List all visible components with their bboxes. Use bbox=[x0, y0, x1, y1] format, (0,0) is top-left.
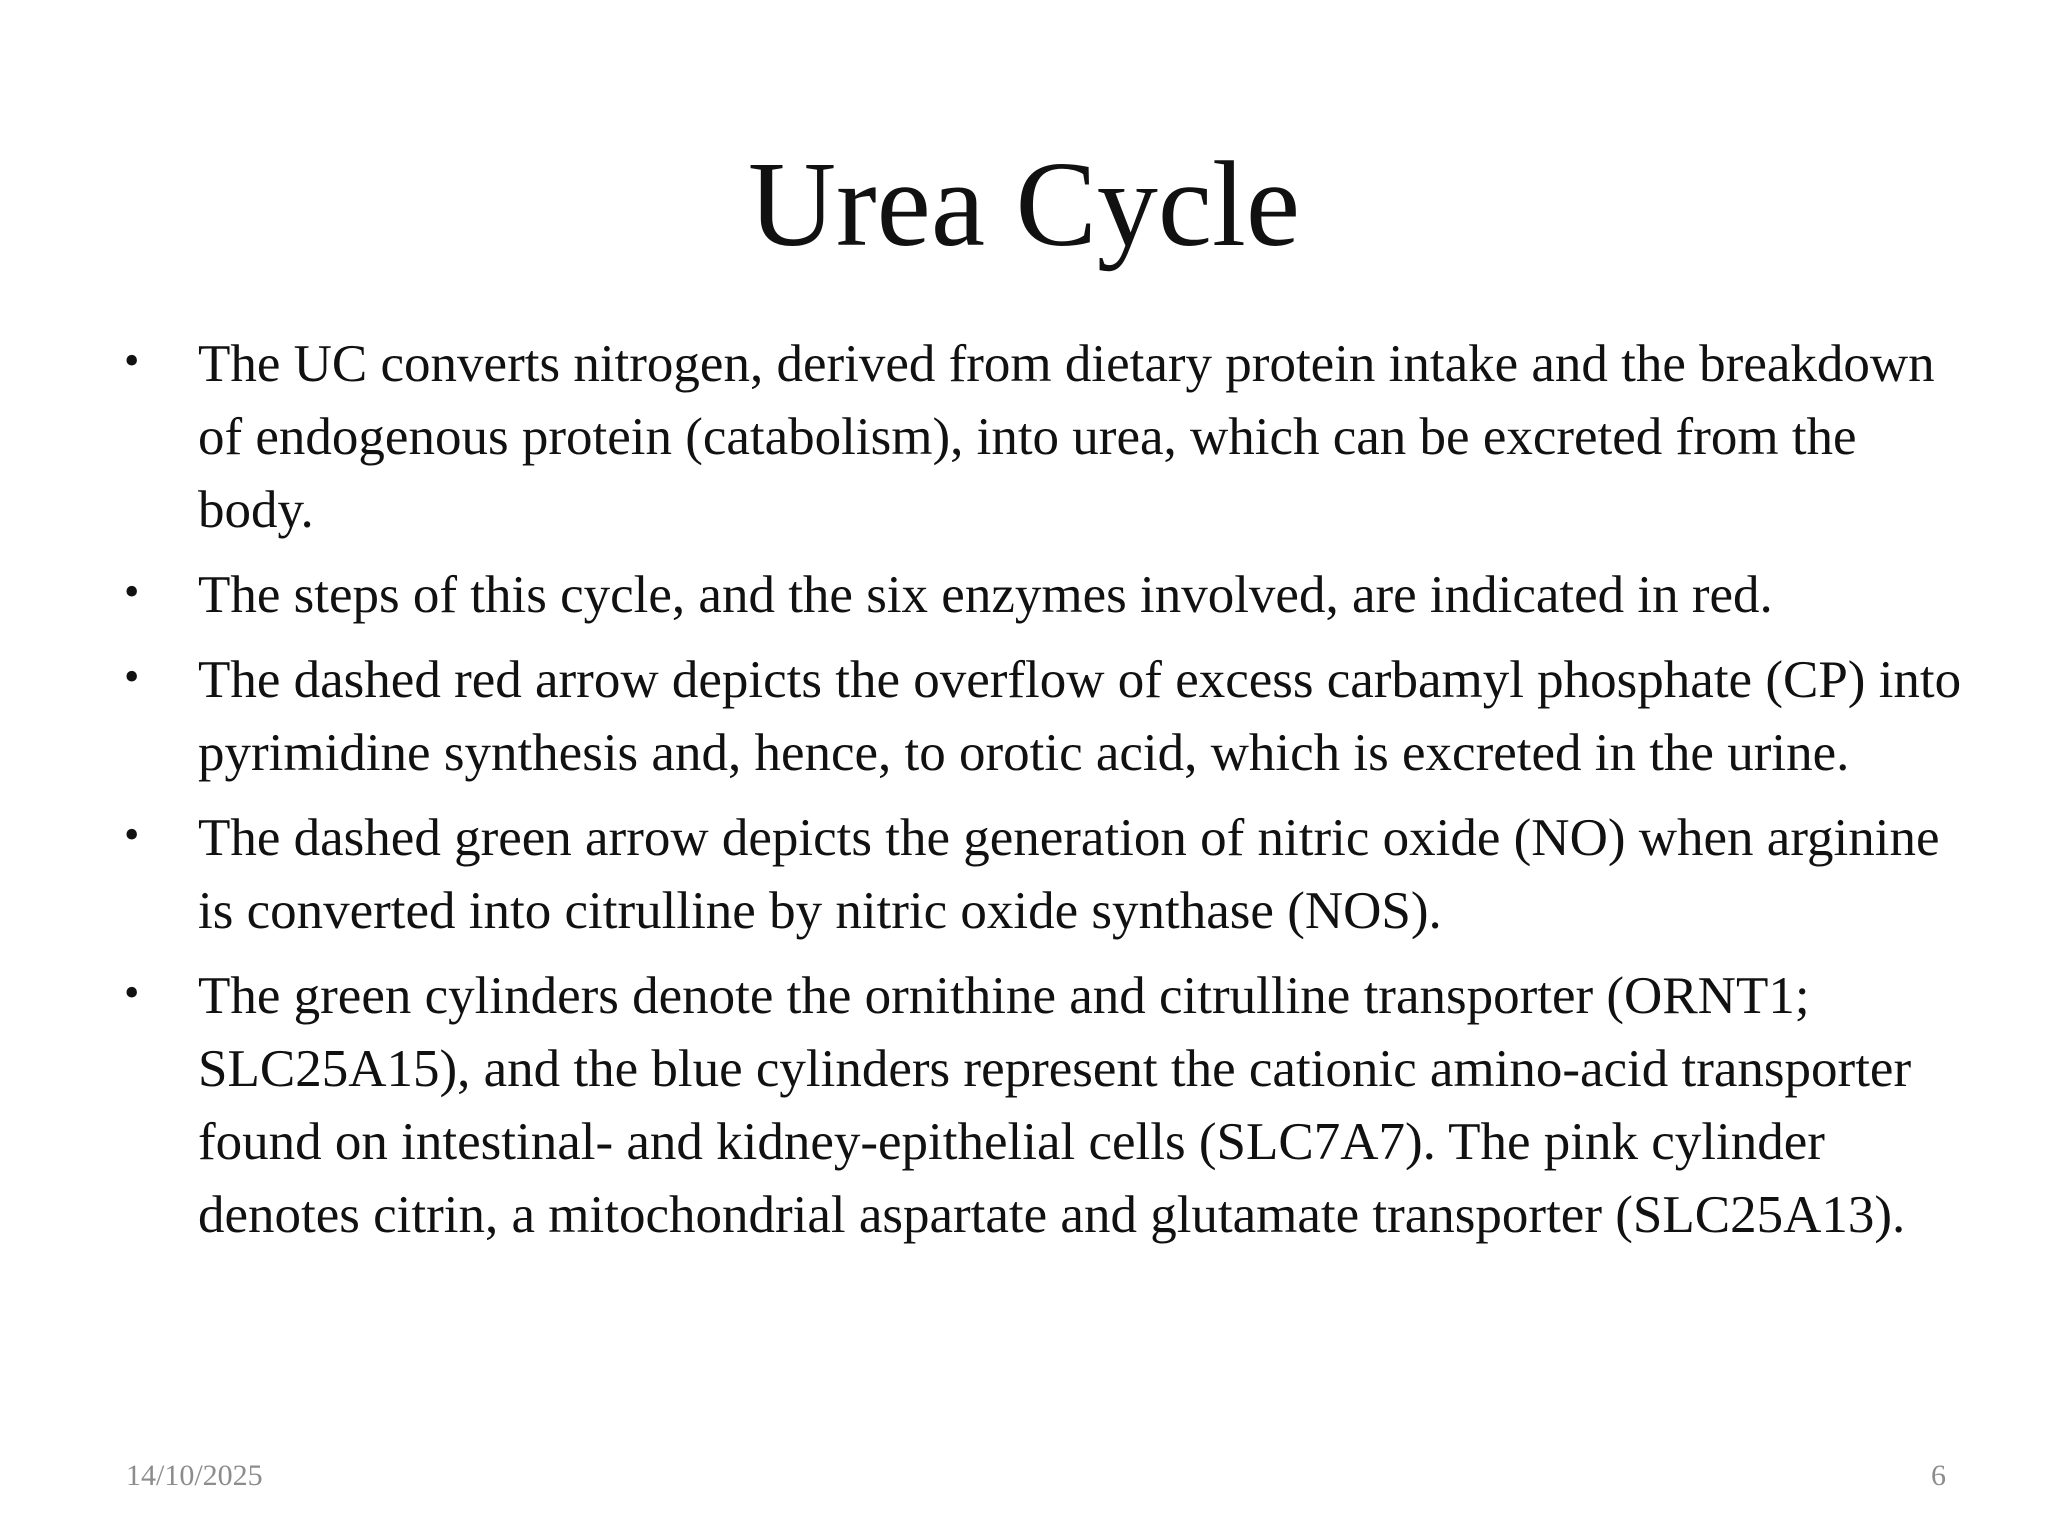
footer-date: 14/10/2025 bbox=[126, 1459, 263, 1492]
bullet-item bbox=[120, 802, 1980, 948]
bullet-text: The green cylinders denote the ornithine and citrulline transporter (ORNT1; SLC25A15), and the blue cylinders represent the cationic amino-acid transporter found on intestinal- and kidney-epithelial cells (SLC7A7). The pink cylinder denotes citrin, a mitochondrial aspartate and glutamate transporter (SLC25A13). bbox=[198, 967, 1912, 1244]
bullet-marker: • bbox=[124, 567, 140, 616]
bullet-item bbox=[120, 328, 1980, 547]
bullet-marker: • bbox=[124, 810, 140, 859]
bullet-text: The UC converts nitrogen, derived from dietary protein intake and the breakdown of endogenous protein (catabolism), into urea, which can be excreted from the body. bbox=[198, 335, 1935, 539]
bullet-text: The dashed green arrow depicts the generation of nitric oxide (NO) when arginine is converted into citrulline by nitric oxide synthase (NOS). bbox=[198, 809, 1940, 940]
bullet-marker: • bbox=[124, 336, 140, 385]
bullet-text: The steps of this cycle, and the six enzymes involved, are indicated in red. bbox=[198, 566, 1773, 624]
bullet-item bbox=[120, 960, 1980, 1252]
bullet-text: The dashed red arrow depicts the overflow of excess carbamyl phosphate (CP) into pyrimidine synthesis and, hence, to orotic acid, which is excreted in the urine. bbox=[198, 651, 1962, 782]
bullet-marker: • bbox=[124, 968, 140, 1017]
bullet-marker: • bbox=[124, 652, 140, 701]
bullet-item bbox=[120, 644, 1980, 790]
footer-page-number: 6 bbox=[1931, 1459, 1946, 1492]
bullet-item bbox=[120, 559, 1980, 632]
bullet-list bbox=[120, 328, 1980, 1264]
slide-title: Urea Cycle bbox=[747, 137, 1301, 272]
